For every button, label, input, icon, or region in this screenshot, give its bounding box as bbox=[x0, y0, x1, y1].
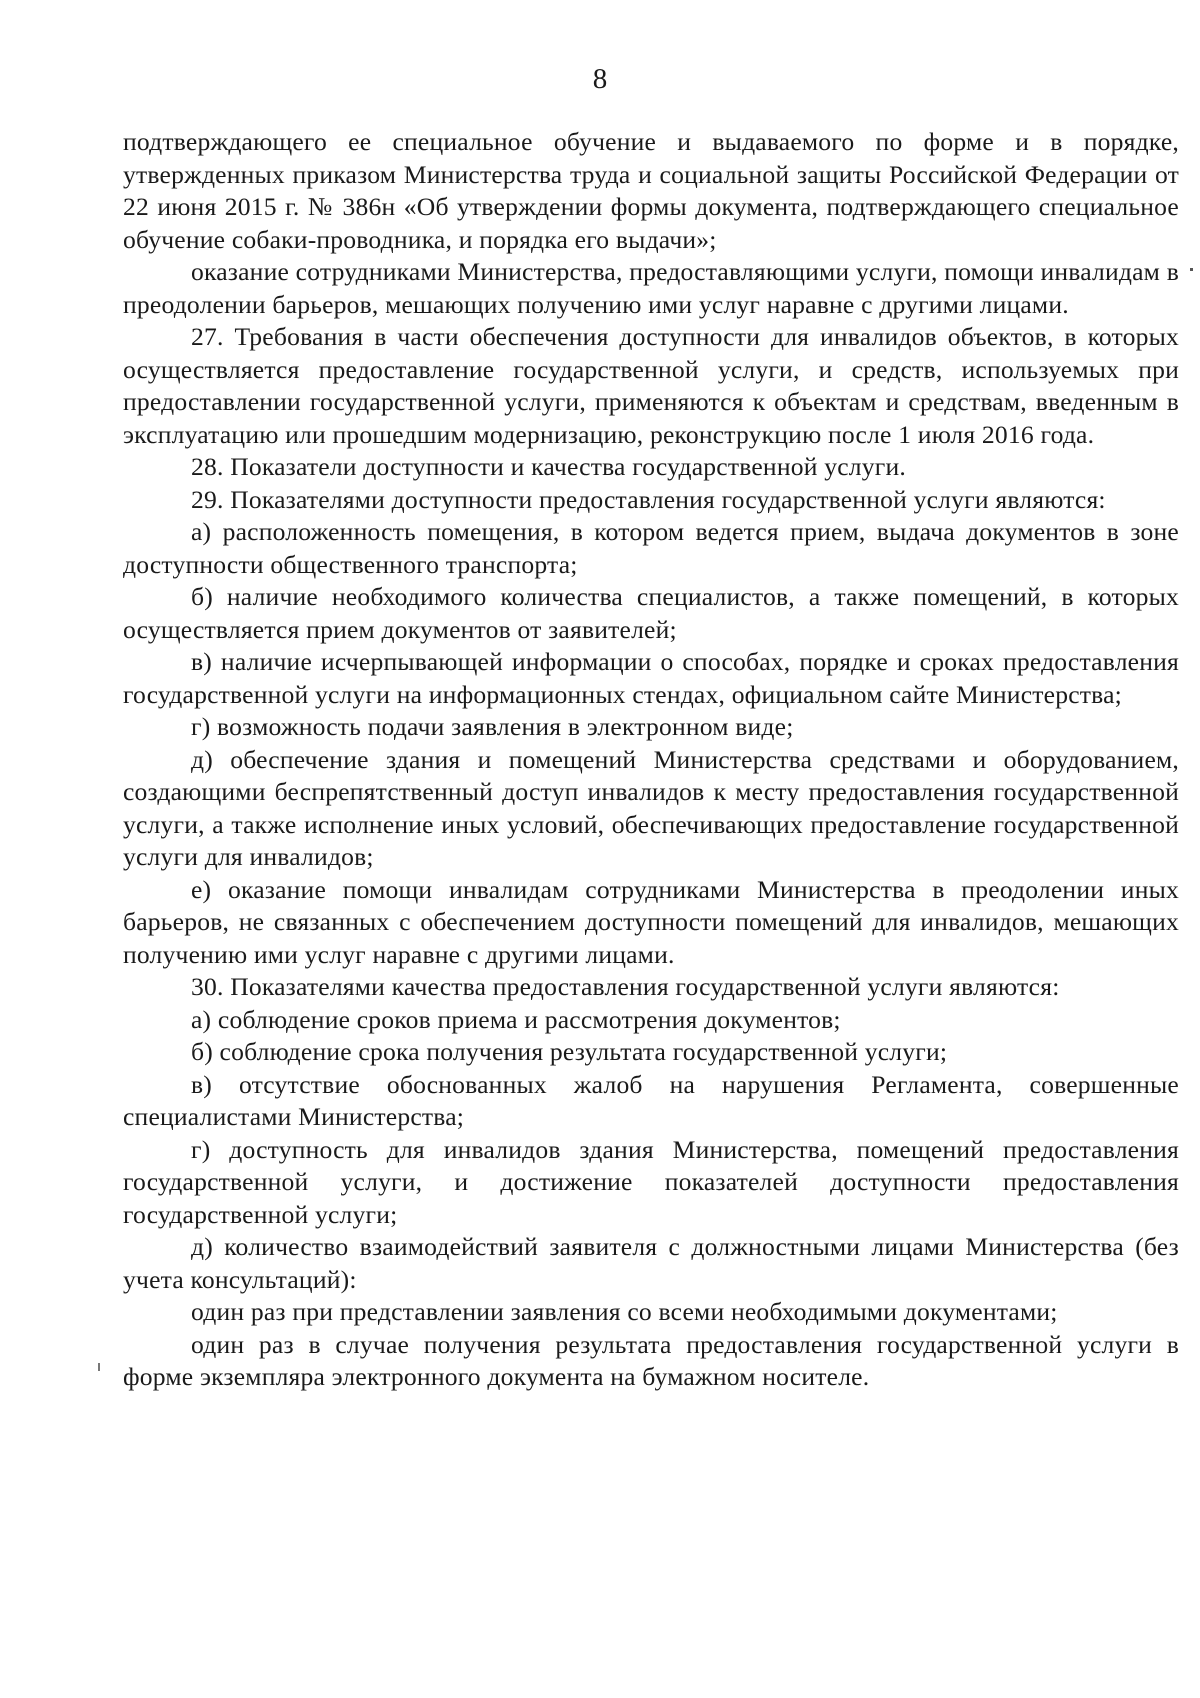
paragraph: 27. Требования в части обеспечения доступности для инвалидов объектов, в которых осуществляется предоставление государственной услуги, и средств, используемых при предоставлении государственной услуги, применяются к объектам и средствам, введенным в эксплуатацию или прошедшим модернизацию, реконструкцию после 1 июля 2016 года. bbox=[123, 322, 1179, 449]
page-number: 8 bbox=[592, 63, 608, 95]
paragraph: 28. Показатели доступности и качества государственной услуги. bbox=[191, 452, 906, 481]
list-item: б) наличие необходимого количества специалистов, а также помещений, в которых осуществляется прием документов от заявителей; bbox=[123, 582, 1179, 644]
list-item: в) наличие исчерпывающей информации о способах, порядке и сроках предоставления государственной услуги на информационных стендах, официальном сайте Министерства; bbox=[123, 647, 1179, 709]
list-item: один раз в случае получения результата предоставления государственной услуги в форме экземпляра электронного документа на бумажном носителе. bbox=[123, 1329, 1179, 1391]
list-item: один раз при представлении заявления со всеми необходимыми документами; bbox=[191, 1297, 1058, 1326]
list-item: а) расположенность помещения, в котором ведется прием, выдача документов в зоне доступности общественного транспорта; bbox=[123, 517, 1179, 579]
paragraph: оказание сотрудниками Министерства, предоставляющими услуги, помощи инвалидам в преодолении барьеров, мешающих получению ими услуг наравне с другими лицами. bbox=[123, 257, 1179, 319]
document-body bbox=[123, 126, 1179, 1394]
list-item: г) доступность для инвалидов здания Министерства, помещений предоставления государственной услуги, и достижение показателей доступности предоставления государственной услуги; bbox=[123, 1134, 1179, 1229]
paragraph: подтверждающего ее специальное обучение и выдаваемого по форме и в порядке, утвержденных приказом Министерства труда и социальной защиты Российской Федерации от 22 июня 2015 г. № 386н «Об утверждении формы документа, подтверждающего специальное обучение собаки-проводника, и порядка его выдачи»; bbox=[123, 127, 1179, 254]
list-item: д) обеспечение здания и помещений Министерства средствами и оборудованием, создающими беспрепятственный доступ инвалидов к месту предоставления государственной услуги, а также исполнение иных условий, обеспечивающих предоставление государственной услуги для инвалидов; bbox=[123, 744, 1179, 871]
list-item: е) оказание помощи инвалидам сотрудниками Министерства в преодолении иных барьеров, не связанных с обеспечением доступности помещений для инвалидов, мешающих получению ими услуг наравне с другими лицами. bbox=[123, 874, 1179, 969]
list-item: д) количество взаимодействий заявителя с должностными лицами Министерства (без учета консультаций): bbox=[123, 1232, 1179, 1294]
paragraph: 30. Показателями качества предоставления государственной услуги являются: bbox=[191, 972, 1060, 1001]
list-item: г) возможность подачи заявления в электронном виде; bbox=[191, 712, 794, 741]
list-item: б) соблюдение срока получения результата государственной услуги; bbox=[191, 1037, 948, 1066]
list-item: а) соблюдение сроков приема и рассмотрения документов; bbox=[191, 1004, 841, 1034]
list-item: в) отсутствие обоснованных жалоб на нарушения Регламента, совершенные специалистами Министерства; bbox=[123, 1069, 1179, 1131]
paragraph: 29. Показателями доступности предоставления государственной услуги являются: bbox=[191, 484, 1106, 514]
scan-speck bbox=[98, 1363, 100, 1371]
scan-speck bbox=[1190, 268, 1193, 271]
